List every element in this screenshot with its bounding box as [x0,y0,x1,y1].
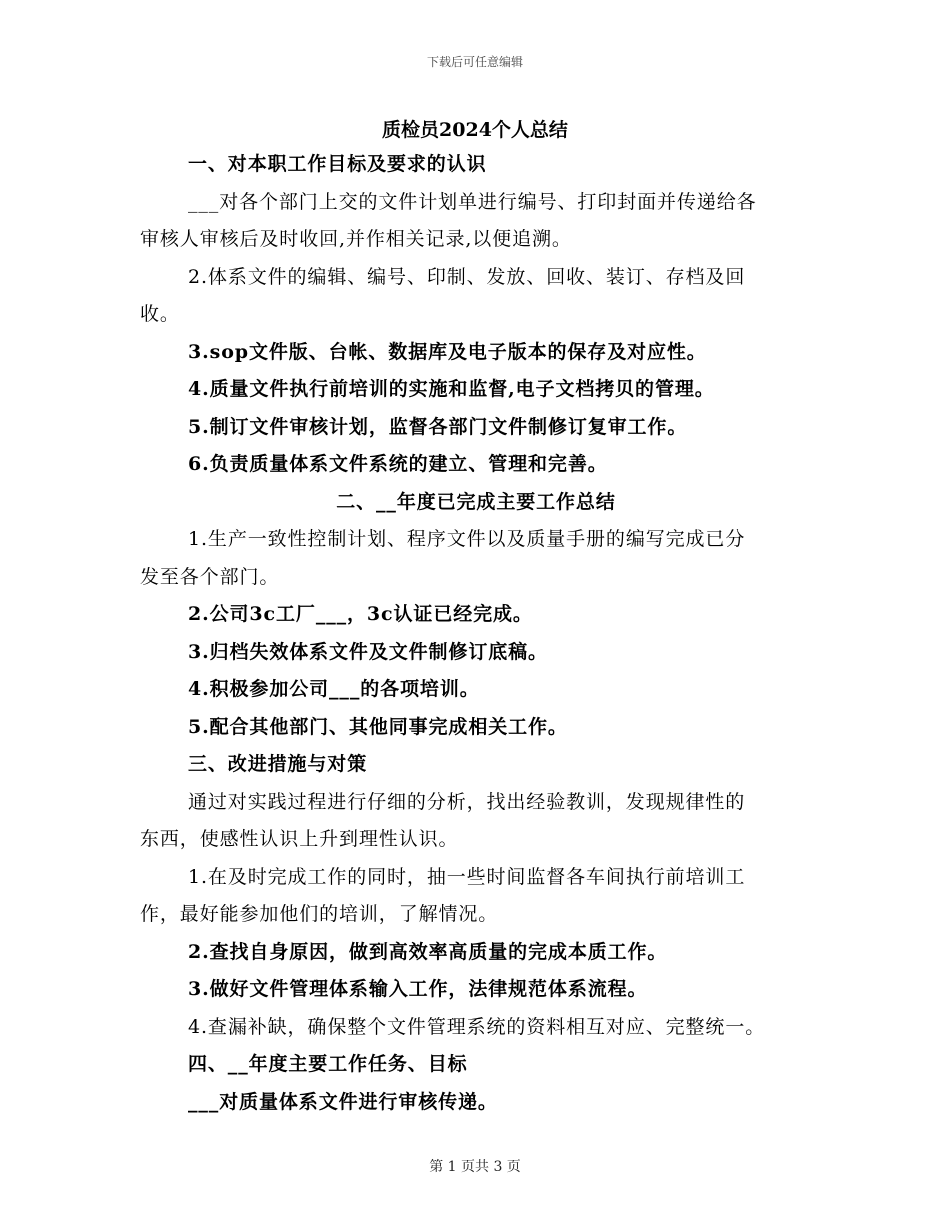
text-line: 5.配合其他部门、其他同事完成相关工作。 [188,715,568,738]
text-line: 3.归档失效体系文件及文件制修订底稿。 [188,640,548,663]
text-line: 东西，使感性认识上升到理性认识。 [140,828,459,850]
text-line: 收。 [140,303,180,325]
text-line: 发至各个部门。 [140,565,280,588]
text-line: 5.制订文件审核计划，监督各部门文件制修订复审工作。 [188,415,688,438]
text-line: 2.体系文件的编辑、编号、印制、发放、回收、装订、存档及回 [188,265,746,288]
text-line: 3.sop文件版、台帐、数据库及电子版本的保存及对应性。 [188,340,707,363]
document-title: 质检员2024个人总结 [382,119,568,141]
text-line: 2.公司3c工厂___，3c认证已经完成。 [188,603,533,625]
text-line: ___对各个部门上交的文件计划单进行编号、打印封面并传递给各 [188,190,757,213]
document-body [140,146,812,1121]
text-line: ___对质量体系文件进行审核传递。 [188,1090,498,1113]
page-footer: 第 1 页共 3 页 [429,1159,521,1175]
text-line: 1.在及时完成工作的同时，抽一些时间监督各车间执行前培训工 [188,865,746,888]
text-line: 2.查找自身原因，做到高效率高质量的完成本质工作。 [188,940,668,963]
header-note: 下载后可任意编辑 [426,55,523,69]
text-line: 作，最好能参加他们的培训，了解情况。 [140,903,499,925]
text-line: 审核人审核后及时收回,并作相关记录,以便追溯。 [140,228,572,250]
text-line: 四、__年度主要工作任务、目标 [188,1053,468,1075]
text-line: 4.查漏补缺，确保整个文件管理系统的资料相互对应、完整统一。 [188,1015,766,1038]
text-line: 4.积极参加公司___的各项培训。 [188,678,480,700]
text-line: 3.做好文件管理体系输入工作，法律规范体系流程。 [188,978,648,1000]
text-line: 1.生产一致性控制计划、程序文件以及质量手册的编写完成已分 [188,528,746,550]
text-line: 三、改进措施与对策 [188,753,368,775]
text-line: 6.负责质量体系文件系统的建立、管理和完善。 [188,453,608,475]
text-line: 一、对本职工作目标及要求的认识 [188,153,487,175]
text-line: 二、__年度已完成主要工作总结 [336,490,616,513]
text-line: 通过对实践过程进行仔细的分析，找出经验教训，发现规律性的 [188,790,746,813]
text-line: 4.质量文件执行前培训的实施和监督,电子文档拷贝的管理。 [188,378,715,400]
